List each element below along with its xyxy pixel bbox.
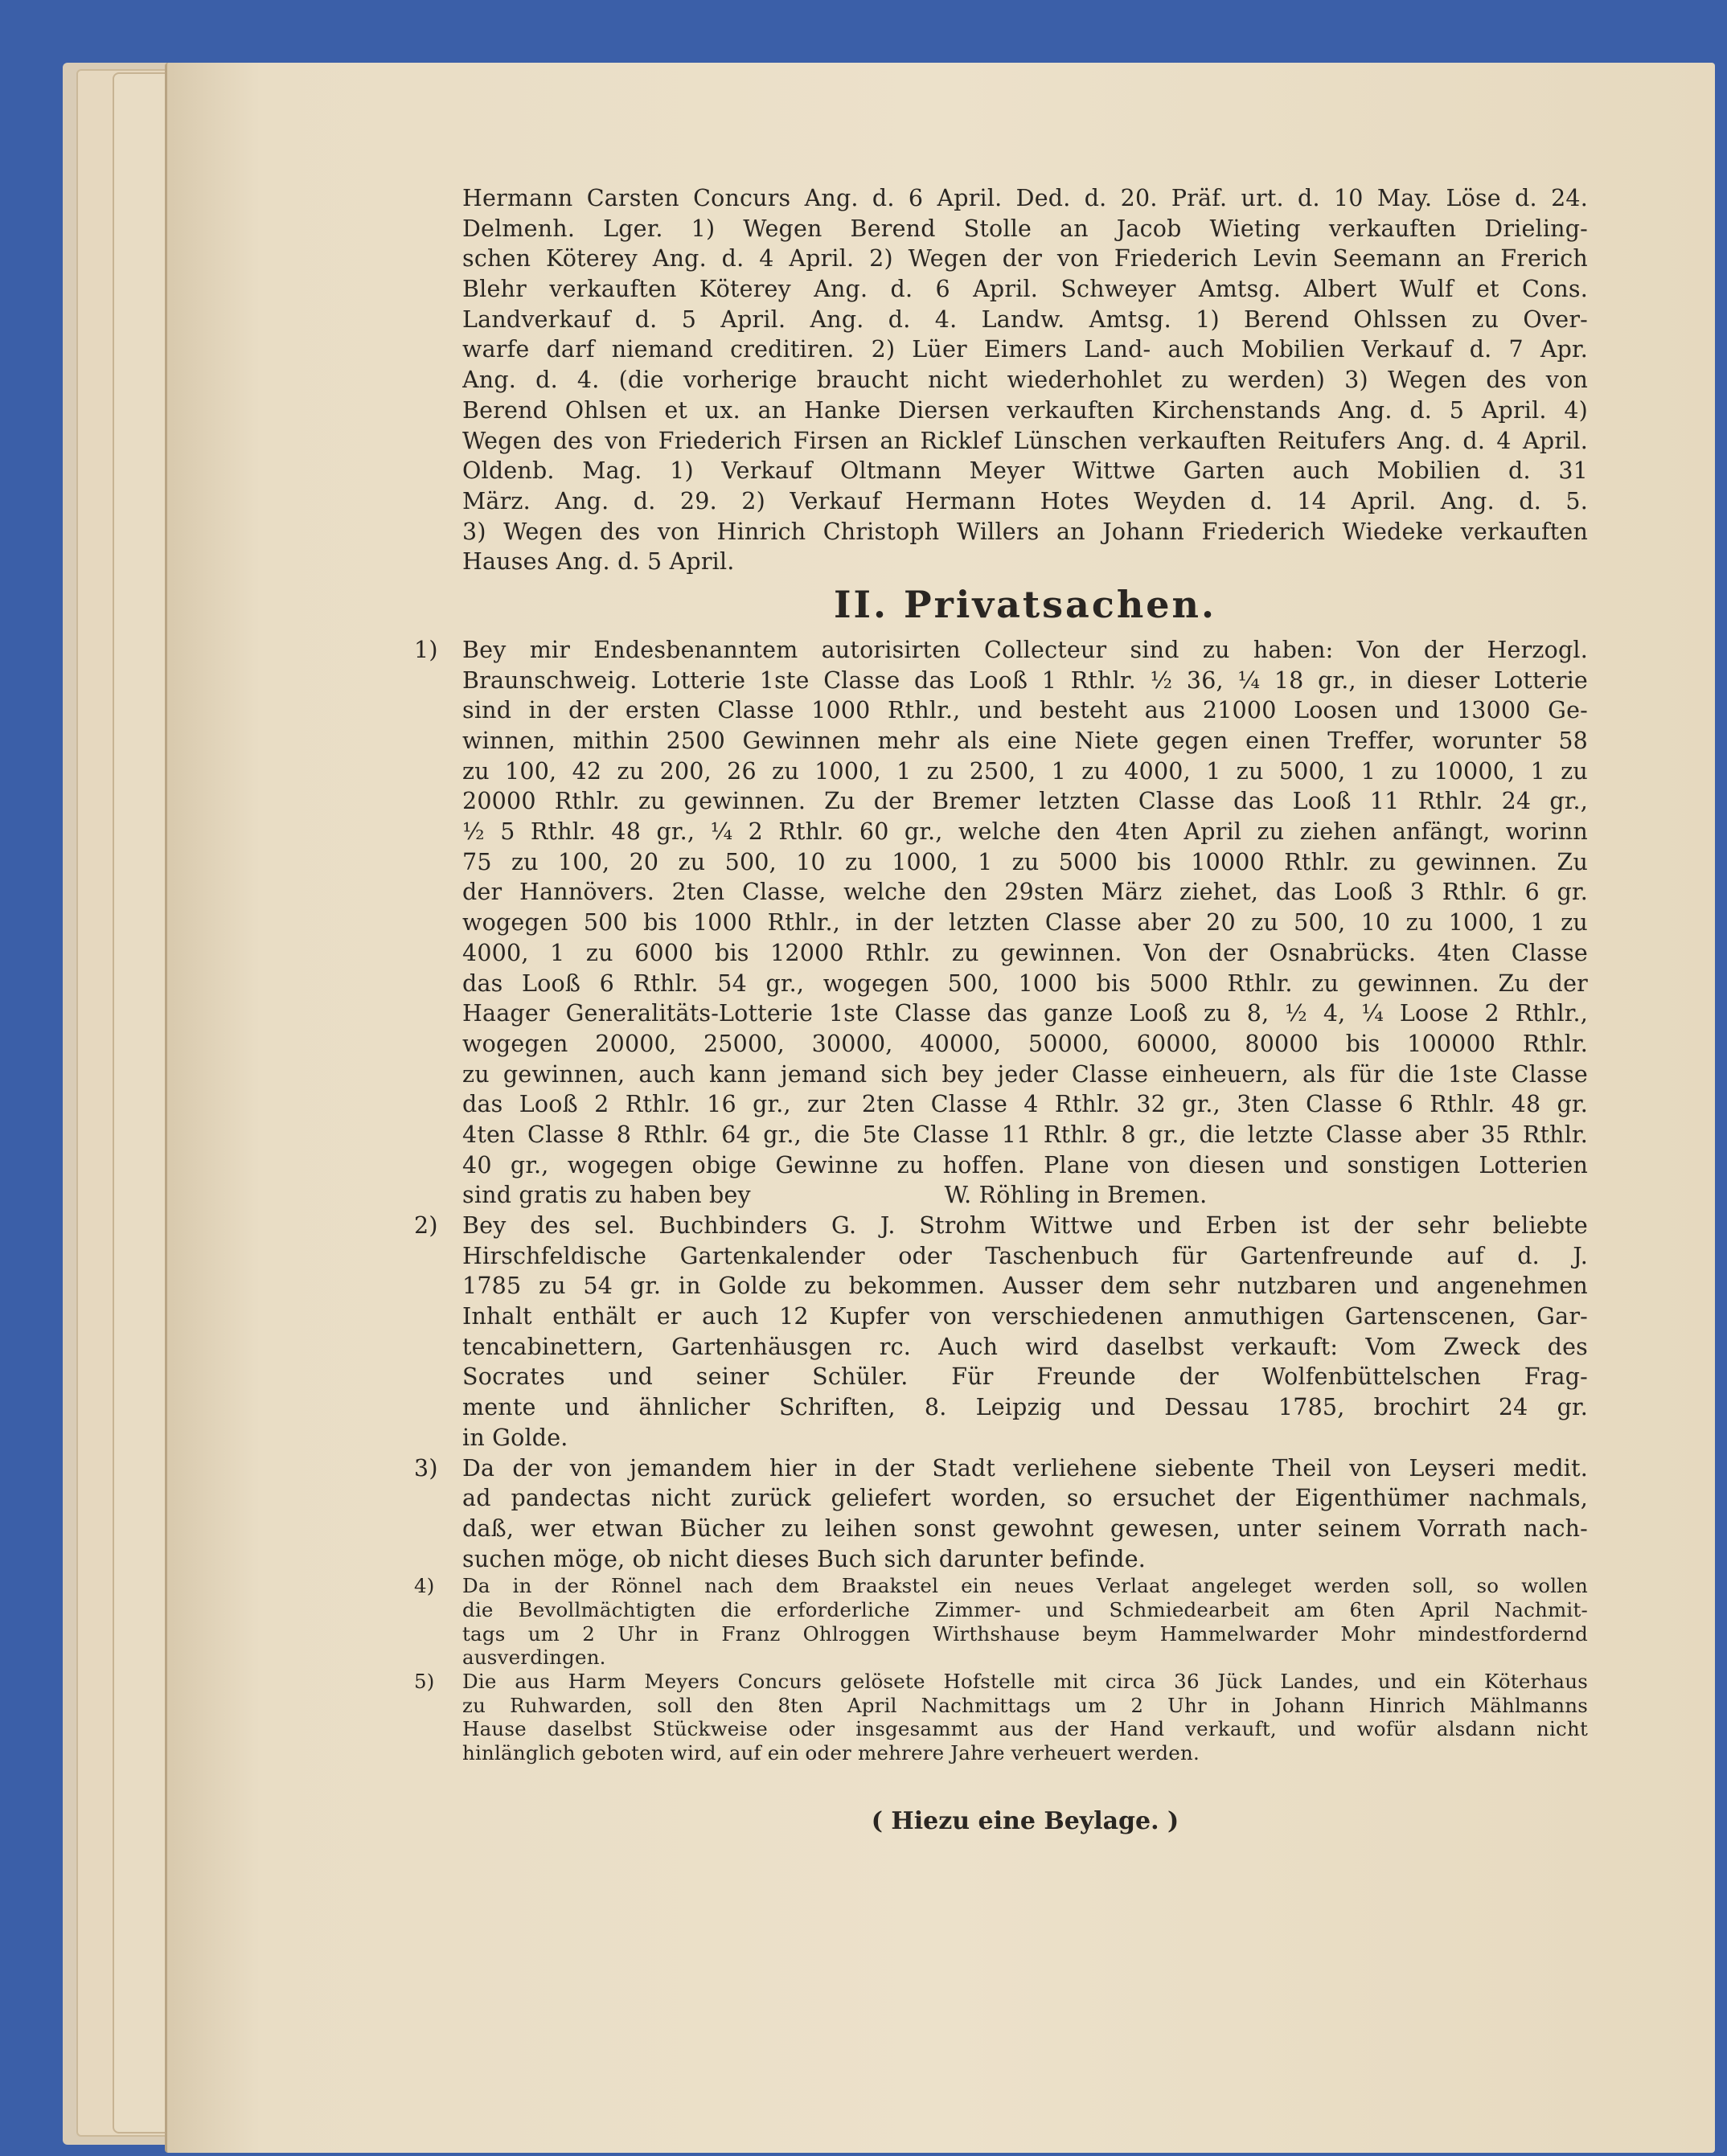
text-line: 5) Die aus Harm Meyers Concurs gelösete Hofstelle mit circa 36 Jück Landes, und ein Köterhaus <box>414 1670 1588 1693</box>
text-line: 3) Wegen des von Hinrich Christoph Willers an Johann Friederich Wiedeke verkauften <box>462 518 1588 545</box>
text-line: ausverdingen. <box>462 1646 606 1670</box>
text-line: daß, wer etwan Bücher zu leihen sonst gewohnt gewesen, unter seinem Vorrath nach- <box>462 1515 1588 1542</box>
text-line: wogegen 20000, 25000, 30000, 40000, 50000, 60000, 80000 bis 100000 Rthlr. <box>462 1030 1588 1057</box>
notice-item-2 <box>414 1211 1588 1453</box>
line-text: Da der von jemandem hier in der Stadt verliehene siebente Theil von Leyseri medit. <box>462 1454 1588 1482</box>
text-line: 4ten Classe 8 Rthlr. 64 gr., die 5te Classe 11 Rthlr. 8 gr., die letzte Classe aber 35 Rthlr. <box>462 1121 1588 1148</box>
text-line: zu 100, 42 zu 200, 26 zu 1000, 1 zu 2500, 1 zu 4000, 1 zu 5000, 1 zu 10000, 1 zu <box>462 757 1588 785</box>
text-line: schen Köterey Ang. d. 4 April. 2) Wegen der von Friederich Levin Seemann an Frerich <box>462 245 1588 273</box>
text-line: 4000, 1 zu 6000 bis 12000 Rthlr. zu gewinnen. Von der Osnabrücks. 4ten Classe <box>462 939 1588 966</box>
text-line: 40 gr., wogegen obige Gewinne zu hoffen. Plane von diesen und sonstigen Lotterien <box>462 1151 1588 1178</box>
line-text: Bey des sel. Buchbinders G. J. Strohm Wittwe und Erben ist der sehr beliebte <box>462 1212 1588 1239</box>
text-line: sind in der ersten Classe 1000 Rthlr., und besteht aus 21000 Loosen und 13000 Ge- <box>462 697 1588 724</box>
text-line: Hermann Carsten Concurs Ang. d. 6 April. Ded. d. 20. Präf. urt. d. 10 May. Löse d. 24. <box>462 185 1588 211</box>
text-line: hinlänglich geboten wird, auf ein oder mehrere Jahre verheuert werden. <box>462 1741 1200 1765</box>
section-heading: II. Privatsachen. <box>833 582 1217 626</box>
text-line: Socrates und seiner Schüler. Für Freunde der Wolfenbüttelschen Frag- <box>462 1363 1588 1391</box>
text-line: der Hannövers. 2ten Classe, welche den 29sten März ziehet, das Looß 3 Rthlr. 6 gr. <box>462 879 1588 906</box>
line-text: Bey mir Endesbenanntem autorisirten Collecteur sind zu haben: Von der Herzogl. <box>462 636 1588 663</box>
text-line: Berend Ohlsen et ux. an Hanke Diersen verkauften Kirchenstands Ang. d. 5 April. 4) <box>462 396 1588 424</box>
text-line: sind gratis zu haben bey W. Röhling in Bremen. <box>462 1182 1208 1209</box>
text-line: 4) Da in der Rönnel nach dem Braakstel ein neues Verlaat angeleget werden soll, so wollen <box>414 1574 1588 1598</box>
text-line: Wegen des von Friederich Firsen an Ricklef Lünschen verkauften Reitufers Ang. d. 4 April. <box>462 427 1588 454</box>
text-line: Blehr verkauften Köterey Ang. d. 6 April. Schweyer Amtsg. Albert Wulf et Cons. <box>462 276 1588 303</box>
text-line: Delmenh. Lger. 1) Wegen Berend Stolle an Jacob Wieting verkauften Drieling- <box>462 215 1588 242</box>
text-line: zu gewinnen, auch kann jemand sich bey jeder Classe einheuern, als für die 1ste Classe <box>462 1060 1588 1088</box>
text-line: suchen möge, ob nicht dieses Buch sich darunter befinde. <box>462 1545 1147 1572</box>
text-line: die Bevollmächtigten die erforderliche Zimmer- und Schmiedearbeit am 6ten April Nachmit- <box>462 1597 1588 1621</box>
text-line: 1) Bey mir Endesbenanntem autorisirten Collecteur sind zu haben: Von der Herzogl. <box>414 636 1588 663</box>
text-line: in Golde. <box>462 1424 568 1451</box>
line-text: Da in der Rönnel nach dem Braakstel ein neues Verlaat angeleget werden soll, so wollen <box>462 1574 1588 1598</box>
text-line: ad pandectas nicht zurück geliefert worden, so ersuchet der Eigenthümer nachmals, <box>462 1485 1588 1512</box>
text-line: Ang. d. 4. (die vorherige braucht nicht wiederhohlet zu werden) 3) Wegen des von <box>462 367 1588 394</box>
text-line: 20000 Rthlr. zu gewinnen. Zu der Bremer letzten Classe das Looß 11 Rthlr. 24 gr., <box>462 788 1588 815</box>
text-line: tencabinettern, Gartenhäusgen rc. Auch wird daselbst verkauft: Vom Zweck des <box>462 1333 1588 1360</box>
notice-item-5 <box>414 1670 1588 1765</box>
notice-item-1 <box>414 635 1588 1211</box>
closing-note: ( Hiezu eine Beylage. ) <box>871 1806 1179 1835</box>
notice-item-4 <box>414 1574 1588 1670</box>
text-line: wogegen 500 bis 1000 Rthlr., in der letzten Classe aber 20 zu 500, 10 zu 1000, 1 zu <box>462 909 1588 937</box>
text-line: 2) Bey des sel. Buchbinders G. J. Strohm Wittwe und Erben ist der sehr beliebte <box>414 1212 1588 1239</box>
notice-item-3 <box>414 1453 1588 1575</box>
text-line: warfe darf niemand creditiren. 2) Lüer Eimers Land- auch Mobilien Verkauf d. 7 Apr. <box>462 336 1588 363</box>
text-line: März. Ang. d. 29. 2) Verkauf Hermann Hotes Weyden d. 14 April. Ang. d. 5. <box>462 487 1588 514</box>
text-line: 75 zu 100, 20 zu 500, 10 zu 1000, 1 zu 5000 bis 10000 Rthlr. zu gewinnen. Zu <box>462 848 1588 875</box>
text-line: Hause daselbst Stückweise oder insgesammt aus der Hand verkauft, und wofür alsdann nicht <box>462 1717 1588 1741</box>
text-line: das Looß 2 Rthlr. 16 gr., zur 2ten Classe 4 Rthlr. 32 gr., 3ten Classe 6 Rthlr. 48 gr. <box>462 1091 1588 1118</box>
text-line: winnen, mithin 2500 Gewinnen mehr als eine Niete gegen einen Treffer, worunter 58 <box>462 728 1588 754</box>
text-line: ½ 5 Rthlr. 48 gr., ¼ 2 Rthlr. 60 gr., welche den 4ten April zu ziehen anfängt, worinn <box>462 818 1588 846</box>
text-line: Landverkauf d. 5 April. Ang. d. 4. Landw. Amtsg. 1) Berend Ohlssen zu Over- <box>462 305 1588 333</box>
text-line: mente und ähnlicher Schriften, 8. Leipzig und Dessau 1785, brochirt 24 gr. <box>462 1394 1588 1421</box>
text-line: Oldenb. Mag. 1) Verkauf Oltmann Meyer Wittwe Garten auch Mobilien d. 31 <box>462 457 1588 485</box>
text-line: Inhalt enthält er auch 12 Kupfer von verschiedenen anmuthigen Gartenscenen, Gar- <box>462 1303 1588 1330</box>
text-line: Braunschweig. Lotterie 1ste Classe das Looß 1 Rthlr. ½ 36, ¼ 18 gr., in dieser Lotterie <box>462 666 1588 694</box>
text-line: 1785 zu 54 gr. in Golde zu bekommen. Ausser dem sehr nutzbaren und angenehmen <box>462 1273 1588 1300</box>
line-text: Die aus Harm Meyers Concurs gelösete Hofstelle mit circa 36 Jück Landes, und ein Köterhaus <box>462 1670 1588 1693</box>
court-notices <box>462 183 1588 577</box>
text-line: zu Ruhwarden, soll den 8ten April Nachmittags um 2 Uhr in Johann Hinrich Mählmanns <box>462 1693 1588 1717</box>
text-line: Hauses Ang. d. 5 April. <box>462 548 735 576</box>
text-line: Hirschfeldische Gartenkalender oder Taschenbuch für Gartenfreunde auf d. J. <box>462 1242 1588 1269</box>
page-text <box>414 183 1588 1846</box>
text-line: das Looß 6 Rthlr. 54 gr., wogegen 500, 1000 bis 5000 Rthlr. zu gewinnen. Zu der <box>462 969 1588 997</box>
text-line: tags um 2 Uhr in Franz Ohlroggen Wirthshause beym Hammelwarder Mohr mindestfordernd <box>462 1621 1588 1646</box>
text-line: Haager Generalitäts-Lotterie 1ste Classe das ganze Looß zu 8, ½ 4, ¼ Loose 2 Rthlr., <box>462 1000 1588 1027</box>
text-line: 3) Da der von jemandem hier in der Stadt verliehene siebente Theil von Leyseri medit. <box>414 1454 1588 1482</box>
